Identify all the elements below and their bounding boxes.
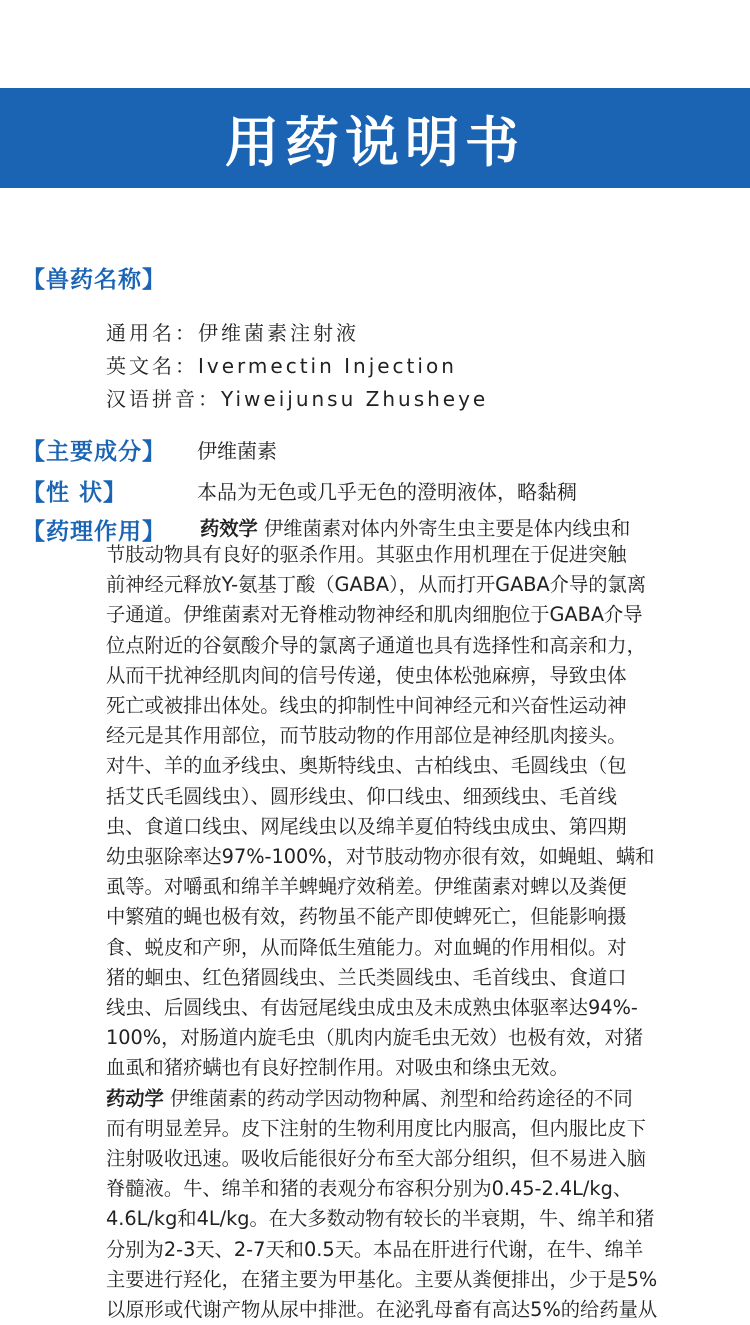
pd-line: 猪的蛔虫、红色猪圆线虫、兰氏类圆线虫、毛首线虫、食道口	[106, 965, 627, 989]
pk-line: 以原形或代谢产物从尿中排泄。在泌乳母畜有高达5%的给药量从	[106, 1298, 658, 1322]
pd-line: 血虱和猪疥螨也有良好控制作用。对吸虫和绦虫无效。	[106, 1056, 569, 1080]
section-label-pharmacology: 【药理作用】	[22, 519, 166, 545]
pharmacokinetics-heading: 药动学	[106, 1086, 164, 1110]
pd-line: 括艾氏毛圆线虫）、圆形线虫、仰口线虫、细颈线虫、毛首线	[106, 784, 617, 808]
title-banner	[0, 88, 750, 188]
pk-line: 脊髓液。牛、绵羊和猪的表观分布容积分别为0.45-2.4L/kg、	[106, 1177, 633, 1201]
pd-line: 线虫、后圆线虫、有齿冠尾线虫成虫及未成熟虫体驱率达94%-	[106, 996, 638, 1020]
english-name: 英文名：Ivermectin Injection	[106, 354, 457, 378]
section-label-ingredient: 【主要成分】	[22, 439, 166, 465]
generic-name: 通用名：伊维菌素注射液	[106, 321, 359, 345]
pharmacokinetics-first-line	[106, 1084, 726, 1114]
pharmacodynamics-body	[106, 540, 726, 1325]
ingredient-value: 伊维菌素	[197, 439, 277, 463]
section-label-appearance: 【性 状】	[22, 480, 128, 506]
appearance-value: 本品为无色或几乎无色的澄明液体，略黏稠	[197, 480, 577, 504]
pd-line: 从而干扰神经肌肉间的信号传递，使虫体松弛麻痹，导致虫体	[106, 663, 627, 687]
pd-line: 中繁殖的蝇也极有效，药物虽不能产即使蜱死亡，但能影响摄	[106, 905, 627, 929]
pharmacodynamics-first-text: 伊维菌素对体内外寄生虫主要是体内线虫和	[257, 517, 631, 540]
section-label-drug-name: 【兽药名称】	[22, 267, 166, 293]
pharmacodynamics-first-line	[200, 513, 630, 541]
pd-line: 食、蜕皮和产卵，从而降低生殖能力。对血蝇的作用相似。对	[106, 935, 627, 959]
pd-line: 虫、食道口线虫、网尾线虫以及绵羊夏伯特线虫成虫、第四期	[106, 814, 627, 838]
pd-line: 前神经元释放Y-氨基丁酸（GABA），从而打开GABA介导的氯离	[106, 573, 647, 597]
pd-line: 位点附近的谷氨酸介导的氯离子通道也具有选择性和高亲和力，	[106, 633, 646, 657]
pd-line: 经元是其作用部位，而节肢动物的作用部位是神经肌肉接头。	[106, 724, 627, 748]
pd-line: 100%，对肠道内旋毛虫（肌肉内旋毛虫无效）也极有效，对猪	[106, 1026, 644, 1050]
pk-line: 分别为2-3天、2-7天和0.5天。本品在肝进行代谢，在牛、绵羊	[106, 1237, 644, 1261]
pd-line: 节肢动物具有良好的驱杀作用。其驱虫作用机理在于促进突触	[106, 543, 627, 566]
pk-line: 而有明显差异。皮下注射的生物利用度比内服高，但内服比皮下	[106, 1116, 646, 1140]
pd-line: 虱等。对嚼虱和绵羊羊蜱蝇疗效稍差。伊维菌素对蜱以及粪便	[106, 875, 627, 899]
pk-line: 注射吸收迅速。吸收后能很好分布至大部分组织，但不易进入脑	[106, 1147, 646, 1171]
pinyin-name: 汉语拼音：Yiweijunsu Zhusheye	[106, 387, 489, 411]
pd-line: 死亡或被排出体处。线虫的抑制性中间神经元和兴奋性运动神	[106, 694, 627, 718]
pk-line: 主要进行羟化，在猪主要为甲基化。主要从粪便排出，少于是5%	[106, 1267, 658, 1291]
pharmacokinetics-first-text: 伊维菌素的药动学因动物种属、剂型和给药途径的不同	[163, 1086, 633, 1110]
page-title: 用药说明书	[225, 110, 525, 174]
pk-line: 4.6L/kg和4L/kg。在大多数动物有较长的半衰期，牛、绵羊和猪	[106, 1207, 655, 1231]
pd-line: 幼虫驱除率达97%-100%，对节肢动物亦很有效，如蝇蛆、螨和	[106, 845, 655, 869]
pd-line: 对牛、羊的血矛线虫、奥斯特线虫、古柏线虫、毛圆线虫（包	[106, 754, 627, 778]
pd-line: 子通道。伊维菌素对无脊椎动物神经和肌肉细胞位于GABA介导	[106, 603, 643, 627]
pharmacodynamics-heading: 药效学	[200, 517, 258, 540]
